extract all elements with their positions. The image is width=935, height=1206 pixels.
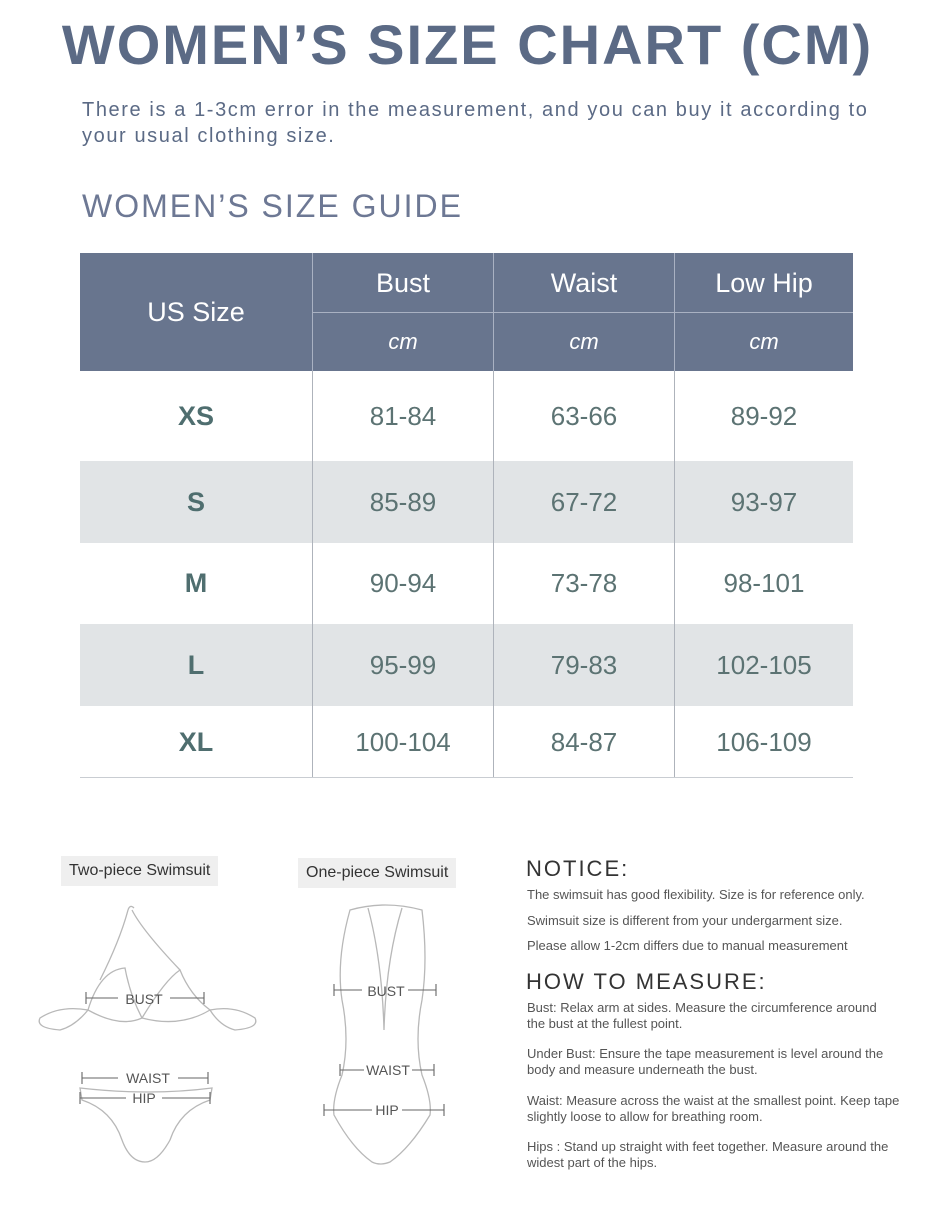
bust-cell: 90-94 bbox=[369, 568, 437, 598]
bust-cell: 81-84 bbox=[369, 400, 437, 431]
bust-label: BUST bbox=[125, 991, 163, 1007]
low-hip-cell: 98-101 bbox=[723, 568, 805, 598]
size-cell: XS bbox=[177, 400, 215, 431]
bust-cell: 100-104 bbox=[355, 726, 451, 757]
waist-cell: 63-66 bbox=[550, 400, 618, 431]
table-row bbox=[80, 543, 853, 624]
header-bust-unit: cm bbox=[388, 329, 418, 354]
bust-cell: 85-89 bbox=[369, 486, 437, 517]
table-row bbox=[80, 624, 853, 706]
hip-label: HIP bbox=[375, 1102, 399, 1118]
measurement-note: There is a 1-3cm error in the measurement, and you can buy it according to your usual clothing size. bbox=[82, 99, 869, 147]
waist-label: WAIST bbox=[366, 1062, 410, 1078]
one-piece-swimsuit-illustration bbox=[310, 900, 460, 1175]
size-cell: L bbox=[187, 649, 205, 680]
low-hip-cell: 102-105 bbox=[716, 649, 812, 680]
waist-cell: 84-87 bbox=[550, 726, 618, 757]
how-to-measure-heading: HOW TO MEASURE: bbox=[526, 969, 767, 994]
size-cell: XL bbox=[178, 726, 214, 757]
waist-label: WAIST bbox=[126, 1070, 170, 1086]
hip-label: HIP bbox=[132, 1090, 156, 1106]
table-row bbox=[80, 706, 853, 778]
measure-item: Bust: Relax arm at sides. Measure the circumference around the bust at the fullest point. bbox=[527, 1000, 877, 1031]
column-divider bbox=[493, 371, 494, 778]
page-title: WOMEN’S SIZE CHART (CM) bbox=[61, 13, 874, 76]
two-piece-swimsuit-illustration bbox=[30, 900, 270, 1175]
notice-heading: NOTICE: bbox=[526, 856, 630, 881]
waist-cell: 67-72 bbox=[550, 486, 618, 517]
waist-cell: 73-78 bbox=[550, 568, 618, 598]
measure-item: Hips : Stand up straight with feet together. Measure around the widest part of the hips. bbox=[527, 1139, 889, 1170]
table-row bbox=[80, 371, 853, 461]
measure-item: Waist: Measure across the waist at the smallest point. Keep tape slightly loose to allow for breathing room. bbox=[527, 1093, 900, 1124]
column-divider bbox=[312, 371, 313, 778]
size-cell: M bbox=[184, 568, 208, 598]
table-bottom-border bbox=[80, 777, 853, 778]
two-piece-tag: Two-piece Swimsuit bbox=[61, 856, 218, 886]
header-waist: Waist bbox=[550, 267, 618, 298]
notice-item: The swimsuit has good flexibility. Size is for reference only. bbox=[527, 887, 865, 902]
table-row bbox=[80, 461, 853, 543]
header-low-hip: Low Hip bbox=[715, 267, 813, 298]
header-divider bbox=[313, 312, 853, 313]
size-guide-title: WOMEN’S SIZE GUIDE bbox=[82, 188, 463, 224]
size-table bbox=[80, 253, 853, 779]
waist-cell: 79-83 bbox=[550, 649, 618, 680]
low-hip-cell: 106-109 bbox=[716, 726, 812, 757]
header-bust: Bust bbox=[375, 267, 431, 298]
notice-item: Please allow 1-2cm differs due to manual measurement bbox=[527, 938, 848, 953]
header-waist-unit: cm bbox=[569, 329, 599, 354]
bust-label: BUST bbox=[367, 983, 405, 999]
header-low-hip-unit: cm bbox=[749, 329, 779, 354]
one-piece-tag: One-piece Swimsuit bbox=[298, 858, 456, 888]
low-hip-cell: 93-97 bbox=[730, 486, 798, 517]
notice-item: Swimsuit size is different from your undergarment size. bbox=[527, 913, 843, 928]
bust-cell: 95-99 bbox=[369, 649, 437, 680]
header-us-size: US Size bbox=[147, 296, 245, 327]
size-cell: S bbox=[186, 486, 205, 517]
measure-item: Under Bust: Ensure the tape measurement is level around the body and measure underneath the bust. bbox=[527, 1046, 884, 1077]
column-divider bbox=[674, 371, 675, 778]
low-hip-cell: 89-92 bbox=[730, 400, 798, 431]
